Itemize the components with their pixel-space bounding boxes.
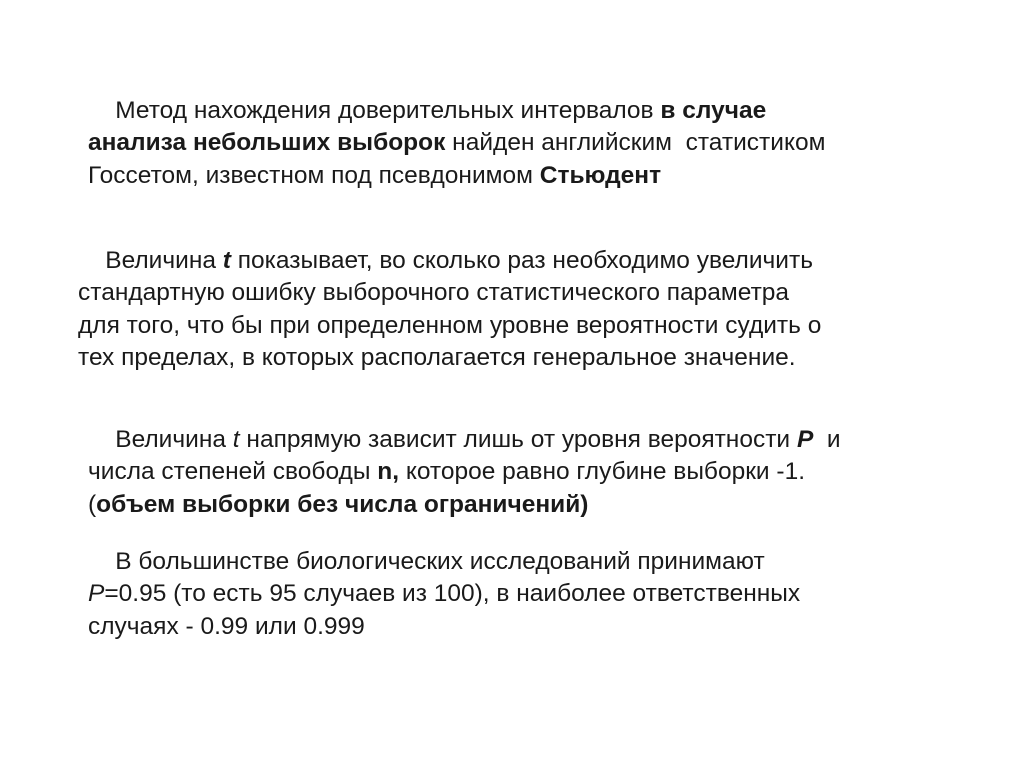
text-run: Величина (115, 425, 233, 453)
paragraph-t-meaning (78, 212, 821, 407)
text-run-bold: Стьюдент (539, 161, 662, 189)
text-run: В большинстве биологических исследований принимают (115, 547, 765, 575)
text-run: Метод нахождения доверительных интервалов (115, 96, 661, 124)
text-run-bold: анализа небольших выборок (88, 129, 446, 156)
text-run: найден английским статистиком Госсетом, известном под псевдонимом (88, 129, 826, 189)
paragraph-probability-levels (88, 513, 800, 676)
text-run-bold: n, (377, 458, 400, 485)
text-run: =0.95 (то есть 95 случаев из 100), в наиболее ответственных случаях - 0.99 или 0.999 (88, 580, 801, 640)
text-run: которое равно глубине выборки -1. ( (88, 458, 806, 518)
text-run-italic: Р (88, 580, 105, 607)
text-run-bold: в случае (660, 96, 767, 124)
text-run: и числа степеней свободы (88, 425, 841, 485)
text-run-bold: объем выборки без числа ограничений) (96, 490, 589, 518)
text-run: показывает, во сколько раз необходимо увеличить стандартную ошибку выборочного статистического параметра для того, что бы при определенном уровне вероятности судить о тех пределах, в которых располагается генеральное значение. (78, 246, 822, 371)
text-run: напрямую зависит лишь от уровня вероятности (239, 425, 797, 453)
text-run-bold-italic: Р (796, 425, 814, 453)
paragraph-gosset-method (88, 62, 825, 225)
text-run-bold-italic: t (222, 246, 231, 274)
text-run: Величина (105, 246, 223, 274)
text-run-italic: t (232, 425, 240, 453)
